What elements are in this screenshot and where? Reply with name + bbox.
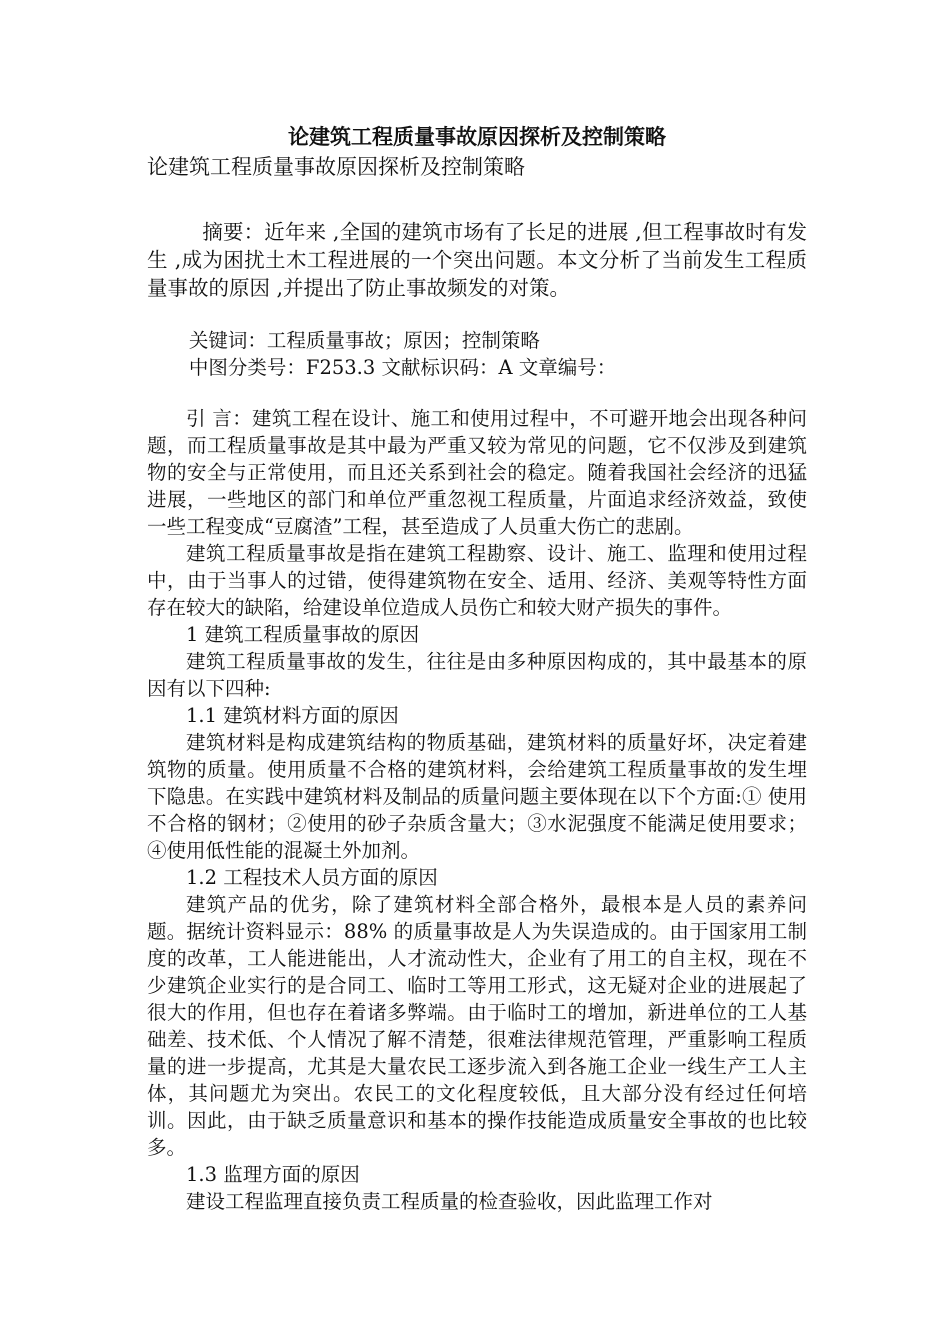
document-page xyxy=(147,122,807,1215)
section-1-2-paragraph: 建筑产品的优劣，除了建筑材料全部合格外，最根本是人员的素养问题。据统计资料显示：88% 的质量事故是人为失误造成的。由于国家用工制度的改革，工人能进能出，人才流动性大，企业有了用工的自主权，现在不少建筑企业实行的是合同工、临时工等用工形式，这无疑对企业的进展起了很大的作用，但也存在着诸多弊端。由于临时工的增加，新进单位的工人基础差、技术低、个人情况了解不清楚，很难法律规范管理，严重影响工程质量的进一步提高，尤其是大量农民工逐步流入到各施工企业一线生产工人主体，其问题尤为突出。农民工的文化程度较低，且大部分没有经过任何培训。因此，由于缺乏质量意识和基本的操作技能造成质量安全事故的也比较多。 xyxy=(147,893,807,1159)
section-1-3-paragraph: 建设工程监理直接负责工程质量的检查验收，因此监理工作对 xyxy=(186,1190,713,1213)
abstract-paragraph: 摘要：近年来 ,全国的建筑市场有了长足的进展 ,但工程事故时有发生 ,成为困扰土木工程进展的一个突出问题。本文分析了当前发生工程质量事故的原因 ,并提出了防止事故频发的对策。 xyxy=(147,220,807,300)
definition-paragraph: 建筑工程质量事故是指在建筑工程勘察、设计、施工、监理和使用过程中，由于当事人的过错，使得建筑物在安全、适用、经济、美观等特性方面存在较大的缺陷，给建设单位造成人员伤亡和较大财产损失的事件。 xyxy=(147,542,807,619)
section-1-heading: 1 建筑工程质量事故的原因 xyxy=(186,623,420,646)
section-1-1-heading: 1.1 建筑材料方面的原因 xyxy=(186,704,399,727)
section-1-1-paragraph: 建筑材料是构成建筑结构的物质基础，建筑材料的质量好坏，决定着建筑物的质量。使用质量不合格的建筑材料，会给建筑工程质量事故的发生埋下隐患。在实践中建筑材料及制品的质量问题主要体现在以下个方面:① 使用不合格的钢材；②使用的砂子杂质含量大；③水泥强度不能满足使用要求；④使用低性能的混凝土外加剂。 xyxy=(147,731,807,862)
document-subtitle: 论建筑工程质量事故原因探析及控制策略 xyxy=(147,155,525,179)
section-1-3-heading: 1.3 监理方面的原因 xyxy=(186,1163,360,1186)
keywords-line: 关键词：工程质量事故；原因；控制策略 xyxy=(188,329,540,352)
classification-line: 中图分类号：F253.3 文献标识码：A 文章编号： xyxy=(188,356,617,379)
intro-paragraph: 引 言：建筑工程在设计、施工和使用过程中，不可避开地会出现各种问题，而工程质量事故是其中最为严重又较为常见的问题，它不仅涉及到建筑物的安全与正常使用，而且还关系到社会的稳定。随着我国社会经济的迅猛进展，一些地区的部门和单位严重忽视工程质量，片面追求经济效益，致使一些工程变成“豆腐渣”工程，甚至造成了人员重大伤亡的悲剧。 xyxy=(147,407,807,538)
section-1-paragraph: 建筑工程质量事故的发生，往往是由多种原因构成的，其中最基本的原因有以下四种: xyxy=(147,650,807,700)
document-title: 论建筑工程质量事故原因探析及控制策略 xyxy=(288,124,666,149)
section-1-2-heading: 1.2 工程技术人员方面的原因 xyxy=(186,866,438,889)
